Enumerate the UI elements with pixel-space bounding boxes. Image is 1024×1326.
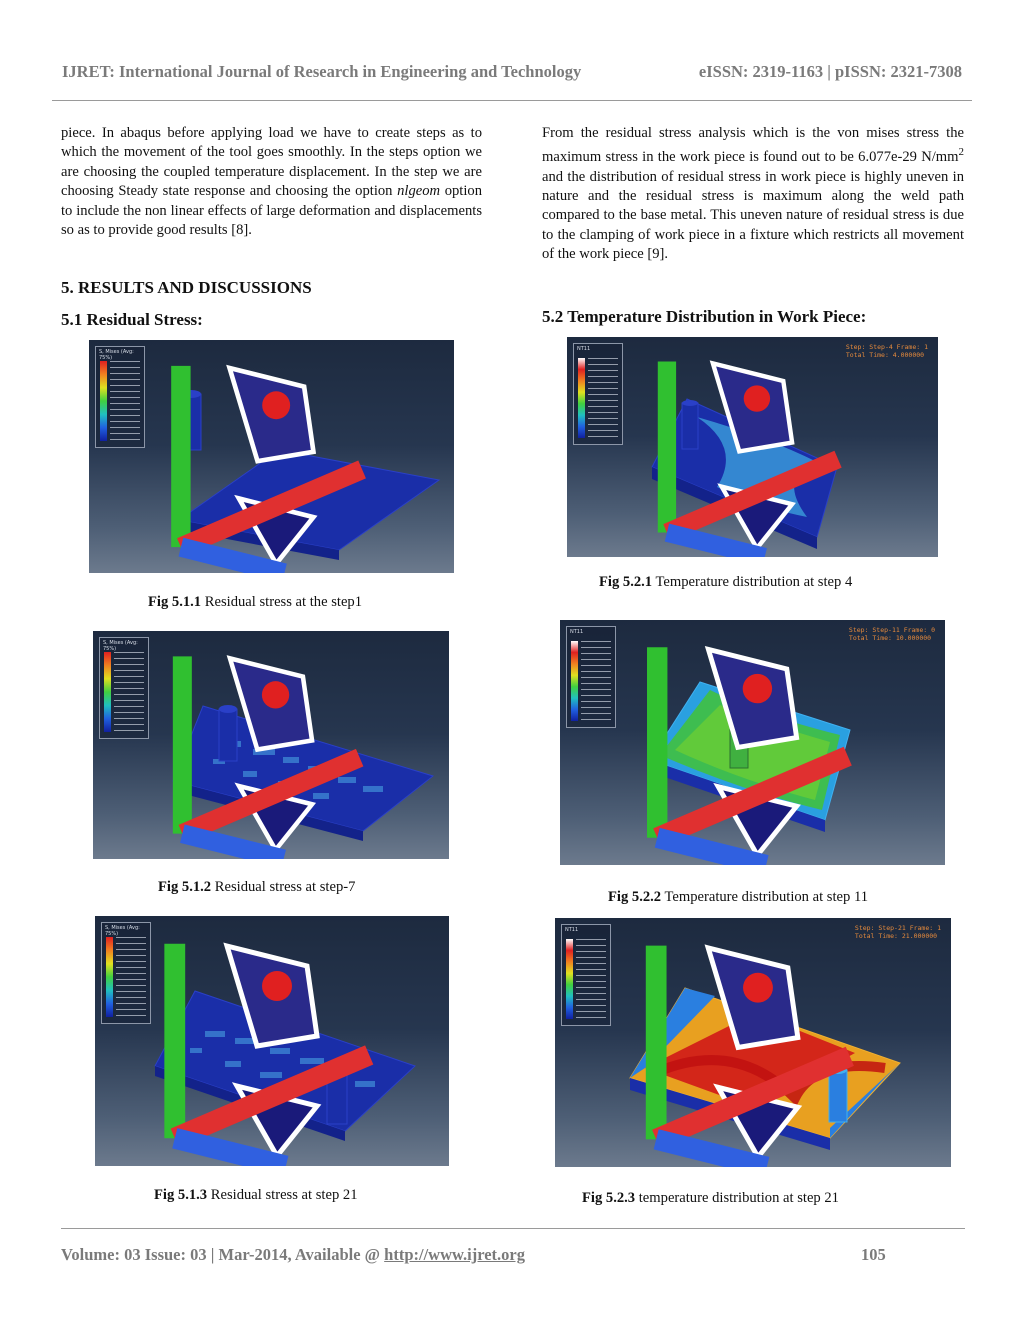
figure-5-1-3-image — [95, 916, 449, 1166]
figure-5-2-2-caption — [608, 889, 868, 906]
caption-text: Temperature distribution at step 4 — [652, 574, 853, 590]
legend-title: NT11 — [570, 629, 584, 635]
caption-text: Temperature distribution at step 11 — [661, 889, 869, 905]
caption-number: Fig 5.2.3 — [582, 1190, 636, 1206]
step-line-2: Total Time: 4.000000 — [845, 351, 925, 359]
step-line-1: Step: Step-21 Frame: 1 — [854, 924, 941, 932]
caption-number: Fig 5.1.3 — [154, 1187, 208, 1203]
left-column-text — [61, 124, 482, 240]
caption-text: temperature distribution at step 21 — [635, 1190, 839, 1206]
axis-triad-icon — [93, 631, 449, 859]
caption-text: Residual stress at the step1 — [201, 594, 363, 610]
axis-triad-icon — [560, 620, 945, 865]
legend-title: S, Mises (Avg: 75%) — [103, 640, 138, 652]
superscript: 2 — [958, 146, 964, 159]
caption-number: Fig 5.1.2 — [158, 879, 212, 895]
intro-italic: nlgeom — [397, 183, 441, 200]
caption-number: Fig 5.2.1 — [599, 574, 653, 590]
figure-5-2-1-caption — [599, 574, 852, 591]
issn-label: eISSN: 2319-1163 | pISSN: 2321-7308 — [698, 62, 962, 81]
footer-volume — [61, 1245, 525, 1265]
page-number: 105 — [861, 1245, 886, 1264]
axis-triad-icon — [95, 916, 449, 1166]
figure-5-1-3-caption — [154, 1187, 358, 1204]
step-line-1: Step: Step-4 Frame: 1 — [845, 343, 928, 351]
legend-title: S, Mises (Avg: 75%) — [105, 925, 140, 937]
legend-title: S, Mises (Avg: 75%) — [99, 349, 134, 361]
page-footer — [61, 1228, 965, 1269]
caption-text: Residual stress at step 21 — [207, 1187, 358, 1203]
residual-text-1: From the residual stress analysis which is the von mises stress the maximum stress in the work piece is found out to be 6.077e-29 N/mm — [542, 125, 964, 166]
axis-triad-icon — [89, 340, 454, 573]
residual-text-2: and the distribution of residual stress in work piece is highly uneven in nature and the residual stress is maximum along the weld path compared to the base metal. This uneven nature of residual stress is due to the clamping of work piece in a fixture which restricts all movement of the work piece [9]. — [542, 168, 964, 263]
figure-5-2-3-caption — [582, 1190, 839, 1207]
figure-5-2-1-image — [567, 337, 938, 557]
caption-number: Fig 5.2.2 — [608, 889, 662, 905]
figure-5-2-2-image — [560, 620, 945, 865]
legend-title: NT11 — [577, 346, 591, 352]
subsection-heading-residual: 5.1 Residual Stress: — [61, 310, 203, 329]
figure-5-1-1-image — [89, 340, 454, 573]
page-header — [52, 60, 972, 101]
legend-title: NT11 — [565, 927, 579, 933]
axis-triad-icon — [555, 918, 951, 1167]
step-line-1: Step: Step-11 Frame: 0 — [848, 626, 935, 634]
caption-number: Fig 5.1.1 — [148, 594, 202, 610]
section-heading: 5. RESULTS AND DISCUSSIONS — [61, 278, 312, 297]
subsection-heading-temperature: 5.2 Temperature Distribution in Work Piece: — [542, 307, 867, 326]
axis-triad-icon — [567, 337, 938, 557]
intro-text-1: piece. In abaqus before applying load we have to create steps as to which the movement of the tool goes smoothly. In the steps option we are choosing the coupled temperature displacement. In the step we are choosing Steady state response and choosing the option — [61, 125, 482, 200]
step-line-2: Total Time: 10.000000 — [848, 634, 932, 642]
intro-text-2: option to include the non linear effects of large deformation and displacements so as to provide good results [8]. — [61, 183, 482, 239]
residual-paragraph — [542, 124, 964, 265]
figure-5-2-3-image — [555, 918, 951, 1167]
caption-text: Residual stress at step-7 — [211, 879, 356, 895]
step-line-2: Total Time: 21.000000 — [854, 932, 938, 940]
figure-5-1-1-caption — [148, 594, 362, 611]
journal-title: IJRET: International Journal of Research in Engineering and Technology — [62, 62, 582, 81]
figure-5-1-2-image — [93, 631, 449, 859]
volume-text: Volume: 03 Issue: 03 | Mar-2014, Available @ — [61, 1245, 385, 1264]
intro-paragraph — [61, 124, 482, 240]
figure-5-1-2-caption — [158, 879, 355, 896]
right-column-text — [542, 124, 964, 265]
journal-link[interactable]: http://www.ijret.org — [384, 1245, 525, 1264]
